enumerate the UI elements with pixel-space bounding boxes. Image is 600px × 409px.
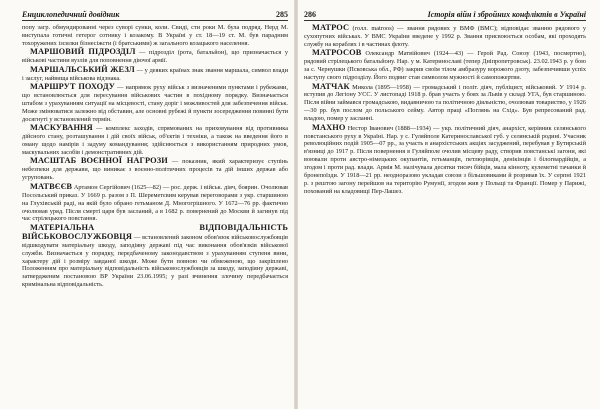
entry-materialna-vidpovidalnist: МАТЕРІАЛЬНА ВІДПОВІДАЛЬНІСТЬ ВІЙСЬКОВОСЛУЖБОВЦЯ — встановлений законом обов'язок військовослужбовців відшкодувати матеріальну шкоду, заподіяну державі під час виконання обов'язків військової служби. Визначається у порядку, передбаченому законодавством з урахуванням ступеня вини, характеру дій і розміру завданої шкоди. Може бути повною чи обмеженою, що закріплено Положенням про матеріальну відповідальність військовослужбовців за шкоду, заподіяну державі, затвердженим постановою ВР України 23.06.1995; у разі вчинення злочину передбачається кримінальна відповідальність.: [22, 222, 288, 289]
left-page-header: [22, 10, 288, 21]
entry-matrosov: МАТРОСОВ Олександр Матвійович (1924—43) — Герой Рад. Союзу (1943, посмертно), рядовий стрілецького батальйону. Нар. у м. Катеринославі (тепер Дніпропетровськ). 23.02.1943 р. у бою за с. Чернушки (Псковська обл., РФ) закрив своїм тілом амбразуру ворожого дзоту, забезпечивши успіх наступу свого підрозділу. Його подвиг став символом мужності й самопожертви.: [304, 48, 587, 82]
entry-marshrut-pokhodu: МАРШРУТ ПОХОДУ — напрямок руху військ з визначеними пунктами і рубежами, що встановлюється для пересування військових частин в похідному порядку. Визначається штабом з урахуванням ситуації на місцевості, стану доріг і можливостей для забезпечення військ. Може змінюватися залежно від обставин, але основні рубежі й пункти зосередження повинні бути досягнуті у встановлений термін.: [22, 82, 288, 123]
entry-marshalskyi-zhezl: МАРШАЛЬСЬКИЙ ЖЕЗЛ — у деяких країнах знак звання маршала, символ влади і заслуг, найвища військова відзнака.: [22, 64, 288, 82]
left-page: [0, 0, 294, 409]
right-page-header: [304, 10, 586, 21]
entry-continuation: попу загр. обмундированні через суворі сунки, коли. Свиді, сти роки М. була подряд. Нерд М. виступала готичні гетерог сотнику і козакому. В Україні у ст. 18—19 ст. М. був парадним тохоружених ізсилки бізнесіжсти (і братськими) ж загального козацького населення.: [22, 24, 288, 47]
right-page-text: [304, 24, 586, 196]
entry-maskuvannia: МАСКУВАННЯ — комплекс заходів, спрямованих на приховування від противника дійсного стану, розташування і дій своїх військ, об'єктів і техніки, а також на введення його в оману щодо намірів і задуму командування; здійснюється з використанням природних умов, маскувальних засобів і демонстративних дій.: [22, 123, 288, 156]
left-page-number: 285: [276, 10, 288, 19]
right-page: [298, 0, 600, 409]
entry-matvieiev: МАТВЄЄВ Артамон Сергійович (1625—82) — рос. держ. і військ. діяч, боярин. Очолював Посольський приказ. У 1669 р. разом з П. Шереметєвим керував переговорами з укр. старшиною на Глухівській раді, на якій було обрано гетьманом Д. Многогрішного. У 1672—76 рр. фактично очолював уряд. Після смерті царя був засланий, а в 1682 р. повернений до Москви й загинув під час стрілецького повстання.: [22, 181, 289, 223]
entry-marshovyi-pidrozdil: МАРШОВИЙ ПІДРОЗДІЛ — підрозділ (рота, батальйон), що призначається у військові частини вузлів для поповнення діючої армії.: [22, 47, 288, 65]
right-page-number: 286: [304, 10, 316, 19]
left-page-text: [22, 24, 288, 289]
entry-matchak: МАТЧАК Микола (1895—1958) — громадський і політ. діяч, публіцист, військовий. У 1914 р. вступив до Легіону УСС. У листопаді 1918 р. брав участь у боях за Львів у складі УГА, був старшиною. Після війни займався громадською, видавничою та політичною діяльністю, очолював товариство, у 1926—30 рр. був послом до польського сейму. Автор праці «Поглянь на Схід». Був репресований рад. владою, помер у засланні.: [304, 81, 587, 123]
entry-masshtab-voiennoi-nahrozy: МАСШТАБ ВОЄННОЇ НАГРОЗИ — показник, який характеризує ступінь небезпеки для держави, що виникає з воєнно-політичних процесів та дій інших держав або угруповань.: [22, 156, 288, 182]
left-header-title: Енциклопедичний довідник: [22, 10, 120, 19]
entry-matros: МАТРОС (голл. matroos) — звання рядових у ВМФ (ВМС); відповідає званню рядового у сухопутних військах. У ВМС України введене у 1992 р. Звання присвоюється особам, які проходять службу на кораблях і в частинах флоту.: [304, 23, 587, 48]
right-header-title: Історія війн і збройних конфліктів в Україні: [427, 10, 586, 19]
entry-makhno: МАХНО Нестор Іванович (1888—1934) — укр. політичний діяч, анархіст, керівник селянського повстанського руху в Україні. Нар. у с. Гуляйполе Катеринославської губ. у селянській родині. Учасник революційних подій 1905—07 рр., за участь в анархістських акціях засуджений, перебував у Бутирській в'язниці до 1917 р. Після повернення в Гуляйполе очолив місцеву раду, створив повстанські загони, які воювали проти австро-німецьких окупантів, гетьманців, петлюрівців, денікінців і білогвардійців, а згодом і проти рад. влади. Армія М. налічувала десятки тисяч бійців, мала кінноту, кулеметні тачанки й бронепоїзди. У 1918—21 рр. неодноразово укладав союзи з більшовиками й розривав їх. У серпні 1921 р. з рештою загону перейшов на територію Румунії, згодом жив у Польщі та Франції. Помер у Парижі, похований на кладовищі Пер-Лашез.: [304, 122, 586, 195]
